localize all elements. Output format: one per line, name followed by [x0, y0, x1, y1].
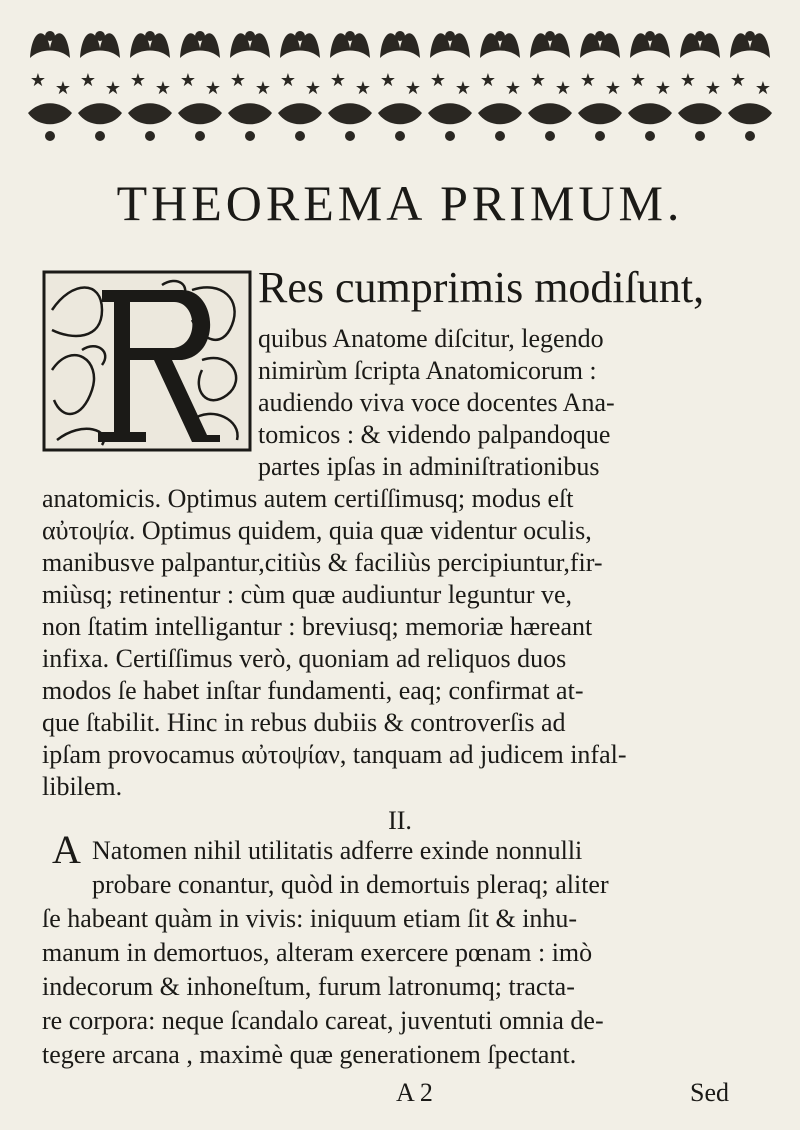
section-first-line: Natomen nihil utilitatis adferre exinde nonnulli: [92, 836, 583, 865]
ornament-flourish: [328, 103, 372, 141]
theorem-line-2: αὐτοψία. Optimus quidem, quia quæ videntur oculis,: [42, 516, 592, 545]
ornament-flourish: [278, 103, 322, 141]
star-icon: ★: [679, 70, 697, 91]
star-icon: ★: [754, 78, 772, 99]
section-line-2: ſe habeant quàm in vivis: iniquum etiam ſit & inhu-: [42, 904, 578, 933]
ornament-flourish: [430, 31, 470, 58]
star-icon: ★: [579, 70, 597, 91]
section-line-5: re corpora: neque ſcandalo careat, juventuti omnia de-: [42, 1006, 604, 1035]
theorem-wrap-line-4: tomicos : & videndo palpandoque: [258, 420, 611, 449]
theorem-line-5: non ſtatim intelligantur : breviusq; memoriæ hæreant: [42, 612, 593, 641]
theorem-line-3: manibusve palpantur,citiùs & faciliùs percipiuntur,fir-: [42, 548, 603, 577]
ornament-flourish: [280, 31, 320, 58]
theorem-wrap-line-3: audiendo viva voce docentes Ana-: [258, 388, 615, 417]
star-icon: ★: [504, 78, 522, 99]
star-icon: ★: [704, 78, 722, 99]
star-icon: ★: [254, 78, 272, 99]
star-icon: ★: [529, 70, 547, 91]
ornament-flourish: [580, 31, 620, 58]
section-line-4: indecorum & inhoneſtum, furum latronumq; tracta-: [42, 972, 575, 1001]
ornament-flourish: [680, 31, 720, 58]
section-number: II.: [388, 806, 412, 835]
ornament-flourish: [78, 103, 122, 141]
star-icon: ★: [404, 78, 422, 99]
theorem-wrap-line-1: quibus Anatome diſcitur, legendo: [258, 324, 604, 353]
star-icon: ★: [629, 70, 647, 91]
decorated-initial-icon: [42, 270, 252, 452]
ornament-flourish: [578, 103, 622, 141]
star-icon: ★: [279, 70, 297, 91]
ornament-flourish: [330, 31, 370, 58]
ornament-flourish: [678, 103, 722, 141]
ornament-row-stars: [30, 70, 771, 99]
star-icon: ★: [304, 78, 322, 99]
ornament-flourish: [480, 31, 520, 58]
star-icon: ★: [129, 70, 147, 91]
star-icon: ★: [29, 70, 47, 91]
star-icon: ★: [154, 78, 172, 99]
ornament-flourish: [130, 31, 170, 58]
theorem-line-7: modos ſe habet inſtar fundamenti, eaq; confirmat at-: [42, 676, 584, 705]
ornament-flourish: [178, 103, 222, 141]
star-icon: ★: [229, 70, 247, 91]
ornament-flourish: [378, 103, 422, 141]
theorem-line-10: libilem.: [42, 772, 123, 801]
star-icon: ★: [354, 78, 372, 99]
theorem-wrap-line-2: nimirùm ſcripta Anatomicorum :: [258, 356, 597, 385]
ornament-flourish: [628, 103, 672, 141]
ornament-flourish: [28, 103, 72, 141]
ornament-flourish: [30, 31, 70, 58]
ornament-flourish: [428, 103, 472, 141]
ornament-flourish: [180, 31, 220, 58]
theorem-line-8: que ſtabilit. Hinc in rebus dubiis & controverſis ad: [42, 708, 566, 737]
ornament-pattern: [28, 18, 780, 148]
theorem-first-line: Res cumprimis modiſunt,: [258, 263, 705, 312]
star-icon: ★: [379, 70, 397, 91]
ornament-flourish: [528, 103, 572, 141]
section-line-1: probare conantur, quòd in demortuis pleraq; aliter: [92, 870, 609, 899]
star-icon: ★: [54, 78, 72, 99]
catchword: Sed: [690, 1078, 729, 1107]
theorem-wrap-line-5: partes ipſas in adminiſtrationibus: [258, 452, 600, 481]
star-icon: ★: [204, 78, 222, 99]
star-icon: ★: [179, 70, 197, 91]
ornament-row-bottom: [28, 103, 772, 141]
star-icon: ★: [454, 78, 472, 99]
theorem-line-4: miùsq; retinentur : cùm quæ audiuntur leguntur ve,: [42, 580, 573, 609]
section-dropcap: A: [52, 827, 81, 872]
star-icon: ★: [554, 78, 572, 99]
ornament-flourish: [80, 31, 120, 58]
ornament-flourish: [730, 31, 770, 58]
section-line-6: tegere arcana , maximè quæ generationem ſpectant.: [42, 1040, 577, 1069]
star-icon: ★: [479, 70, 497, 91]
ornament-flourish: [380, 31, 420, 58]
section-line-3: manum in demortuos, alteram exercere pœnam : imò: [42, 938, 593, 967]
ornament-flourish: [228, 103, 272, 141]
star-icon: ★: [654, 78, 672, 99]
page-title: THEOREMA PRIMUM.: [116, 175, 684, 231]
star-icon: ★: [104, 78, 122, 99]
theorem-line-9: ipſam provocamus αὐτοψίαν, tanquam ad judicem infal-: [42, 740, 627, 769]
star-icon: ★: [79, 70, 97, 91]
star-icon: ★: [604, 78, 622, 99]
ornament-flourish: [728, 103, 772, 141]
signature-mark: A 2: [396, 1078, 433, 1107]
theorem-line-1: anatomicis. Optimus autem certiſſimusq; modus eſt: [42, 484, 574, 513]
ornament-flourish: [478, 103, 522, 141]
ornament-flourish: [128, 103, 172, 141]
ornament-flourish: [630, 31, 670, 58]
star-icon: ★: [729, 70, 747, 91]
star-icon: ★: [429, 70, 447, 91]
ornament-flourish: [530, 31, 570, 58]
ornament-row-top: [30, 31, 770, 58]
ornament-flourish: [230, 31, 270, 58]
star-icon: ★: [329, 70, 347, 91]
theorem-line-6: infixa. Certiſſimus verò, quoniam ad reliquos duos: [42, 644, 567, 673]
ornament-header-band: [28, 18, 780, 148]
